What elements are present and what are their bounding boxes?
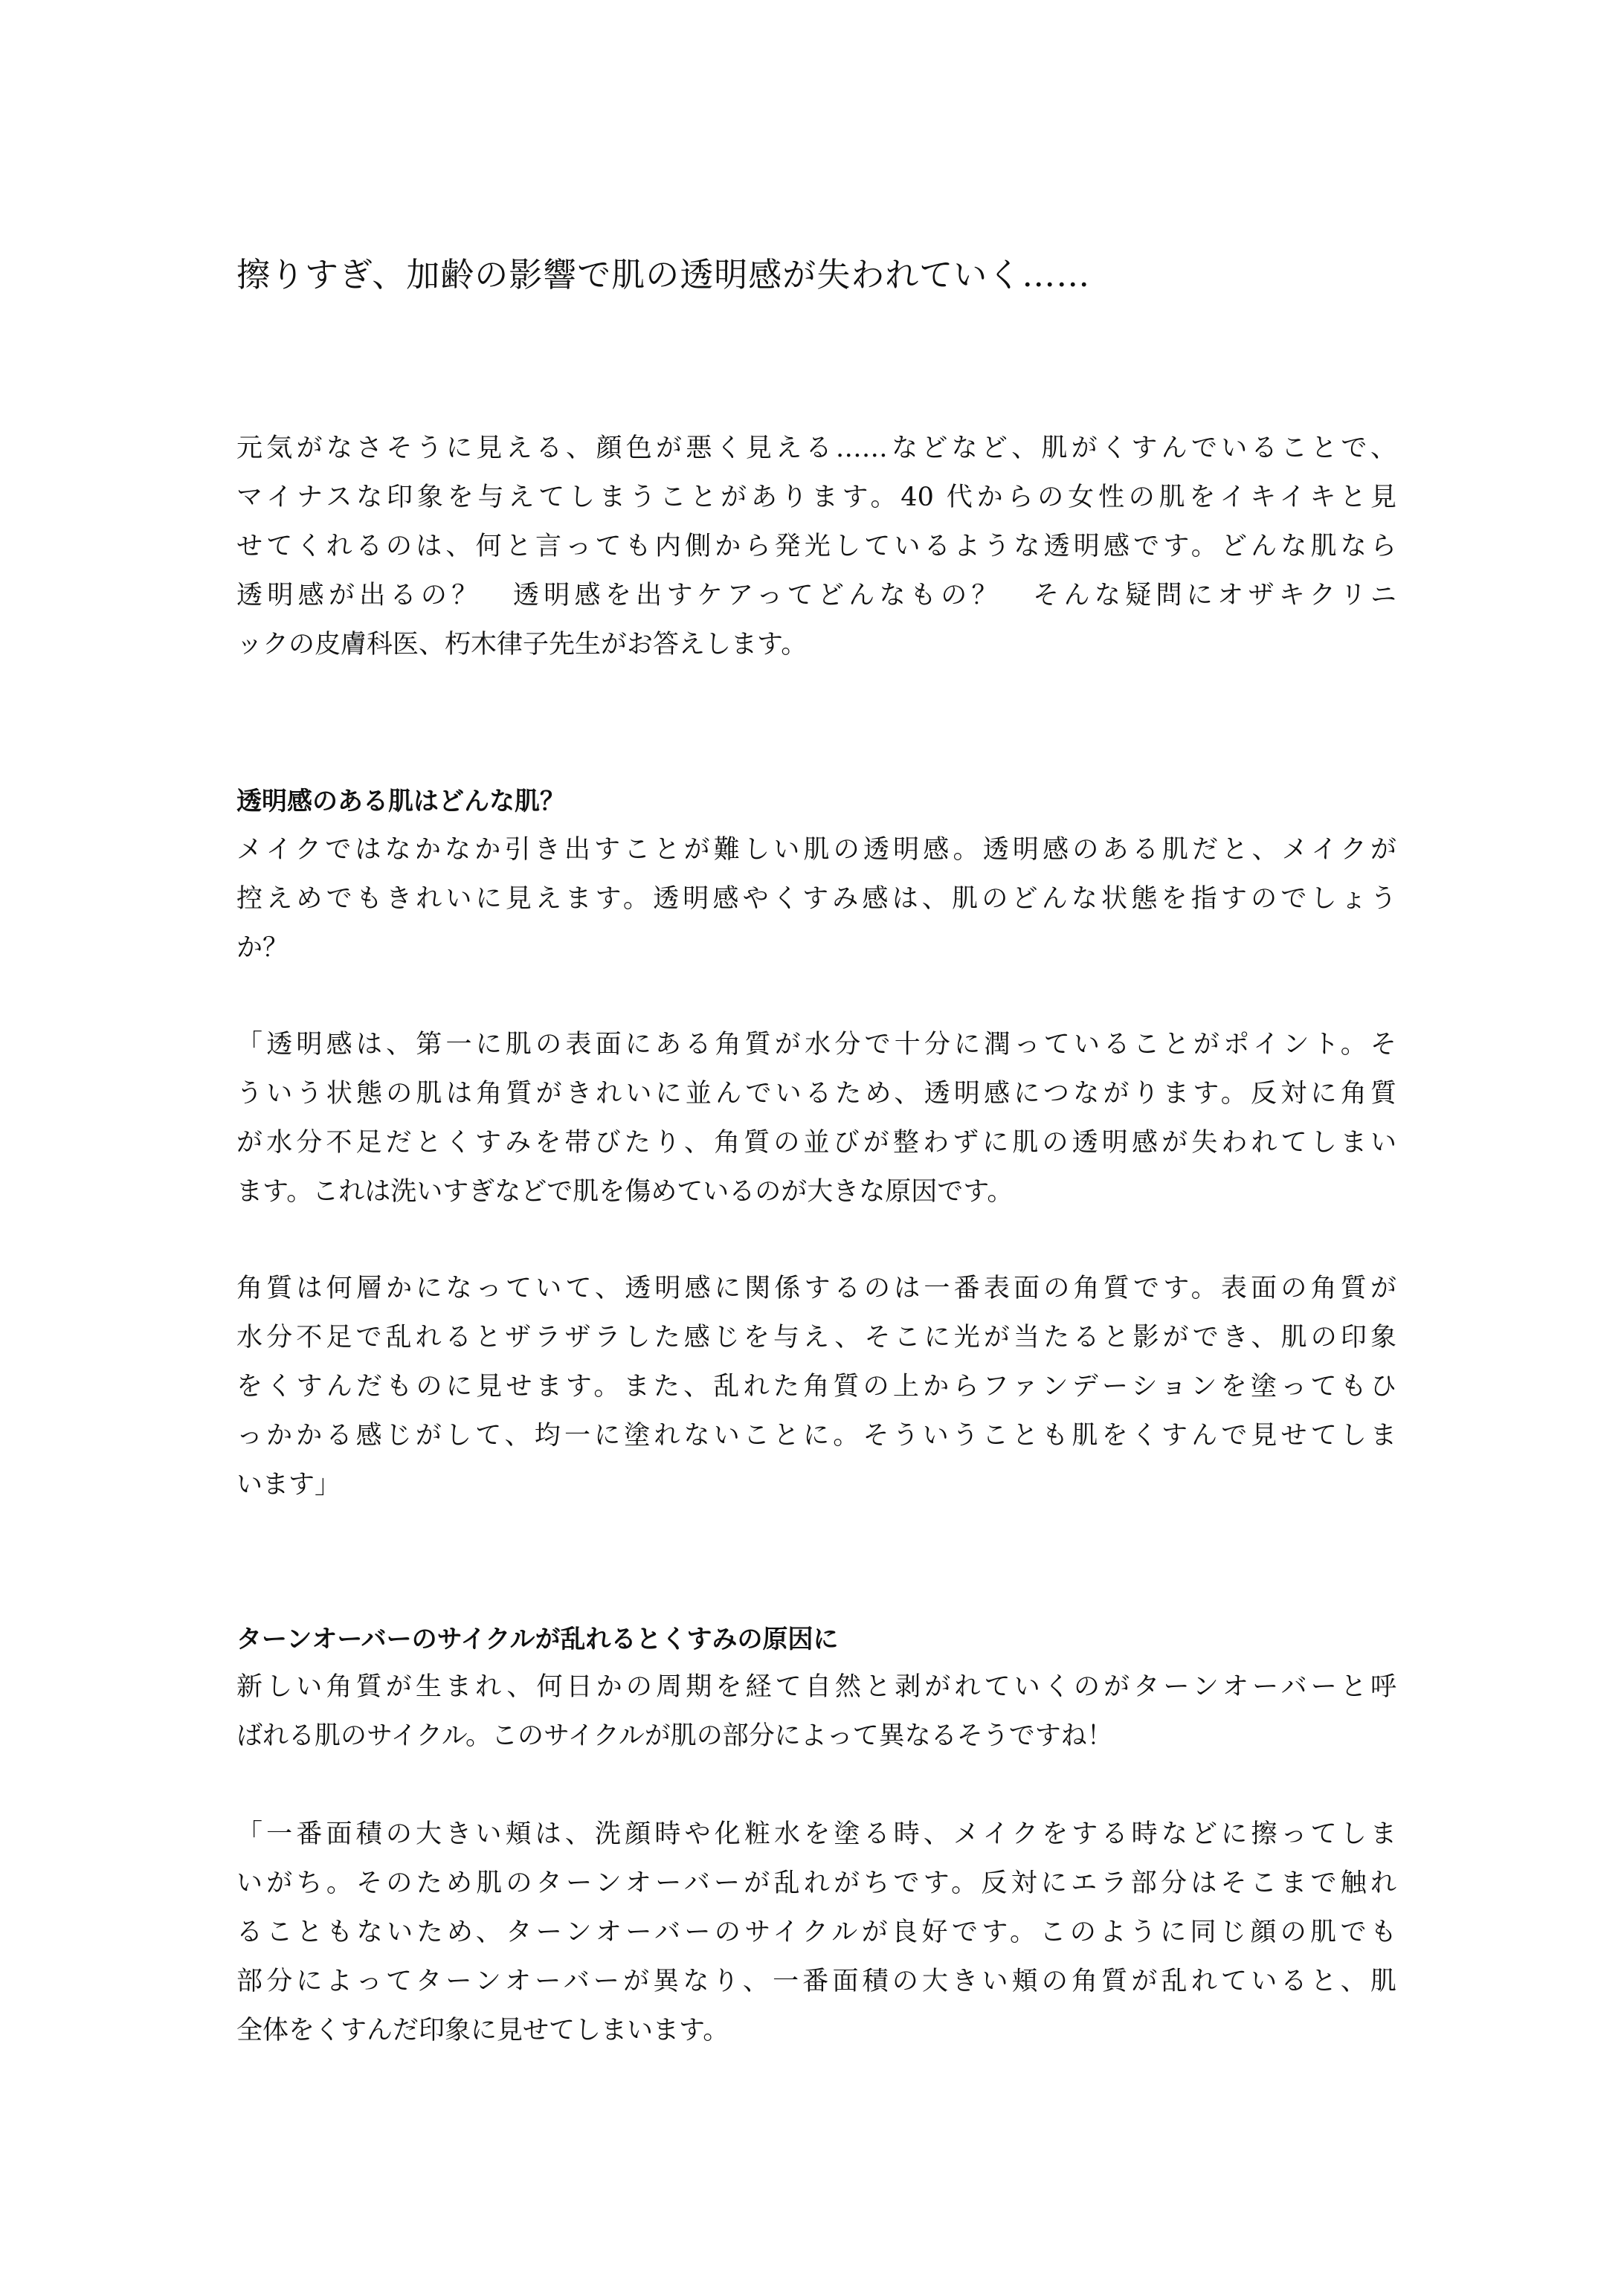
section1-lead-line: か？ [236,933,289,963]
section1-lead-line: メイクではなかなか引き出すことが難しい肌の透明感。透明感のある肌だと、メイクが [236,835,1396,865]
intro-line: 透明感が出るの？ 透明感を出すケアってどんなもの？ そんな疑問にオザキクリニ [236,581,1396,610]
section1-quote-line: 「透明感は、第一に肌の表面にある角質が水分で十分に潤っていることがポイント。そ [236,1030,1396,1060]
section1-quote-line: が水分不足だとくすみを帯びたり、角質の並びが整わずに肌の透明感が失われてしまい [236,1128,1396,1158]
section2-lead-line: ばれる肌のサイクル。このサイクルが肌の部分によって異なるそうですね！ [236,1721,1113,1751]
section2-quote-line: いがち。そのため肌のターンオーバーが乱れがちです。反対にエラ部分はそこまで触れ [236,1868,1396,1898]
section2-quote-line: 「一番面積の大きい頬は、洗顔時や化粧水を塗る時、メイクをする時などに擦ってしま [236,1819,1396,1849]
section1-quote-paragraph-2 [236,1264,1396,1509]
section1-lead-paragraph [236,825,1396,973]
article-title: 擦りすぎ、加齢の影響で肌の透明感が失われていく…… [236,255,1091,294]
intro-paragraph [236,424,1396,669]
section1-quote-line: 角質は何層かになっていて、透明感に関係するのは一番表面の角質です。表面の角質が [236,1274,1396,1303]
section2-lead-paragraph [236,1663,1396,1761]
section2-lead-line: 新しい角質が生まれ、何日かの周期を経て自然と剥がれていくのがターンオーバーと呼 [236,1672,1396,1702]
section2-quote-line: 部分によってターンオーバーが異なり、一番面積の大きい頬の角質が乱れていると、肌 [236,1967,1396,1996]
section1-quote-line: います」 [236,1470,341,1500]
section-heading-turnover: ターンオーバーのサイクルが乱れるとくすみの原因に [236,1625,839,1654]
section1-quote-paragraph-1 [236,1020,1396,1216]
section1-quote-line: っかかる感じがして、均一に塗れないことに。そういうことも肌をくすんで見せてしま [236,1421,1396,1451]
section2-quote-line: ることもないため、ターンオーバーのサイクルが良好です。このように同じ顔の肌でも [236,1918,1396,1947]
section2-quote-paragraph [236,1810,1396,2055]
intro-line: せてくれるのは、何と言っても内側から発光しているような透明感です。どんな肌なら [236,532,1396,561]
section1-quote-line: ういう状態の肌は角質がきれいに並んでいるため、透明感につながります。反対に角質 [236,1079,1396,1109]
section-heading-transparency: 透明感のある肌はどんな肌？ [236,787,565,816]
intro-line: マイナスな印象を与えてしまうことがあります。40 代からの女性の肌をイキイキと見 [236,483,1396,512]
intro-line: 元気がなさそうに見える、顔色が悪く見える……などなど、肌がくすんでいることで、 [236,433,1396,463]
intro-line: ックの皮膚科医、朽木律子先生がお答えします。 [236,630,808,660]
section1-quote-line: ます。これは洗いすぎなどで肌を傷めているのが大きな原因です。 [236,1177,1014,1207]
section1-lead-line: 控えめでもきれいに見えます。透明感やくすみ感は、肌のどんな状態を指すのでしょう [236,884,1396,914]
section2-quote-line: 全体をくすんだ印象に見せてしまいます。 [236,2016,729,2045]
section1-quote-line: をくすんだものに見せます。また、乱れた角質の上からファンデーションを塗ってもひ [236,1372,1396,1402]
section1-quote-line: 水分不足で乱れるとザラザラした感じを与え、そこに光が当たると影ができ、肌の印象 [236,1323,1396,1352]
